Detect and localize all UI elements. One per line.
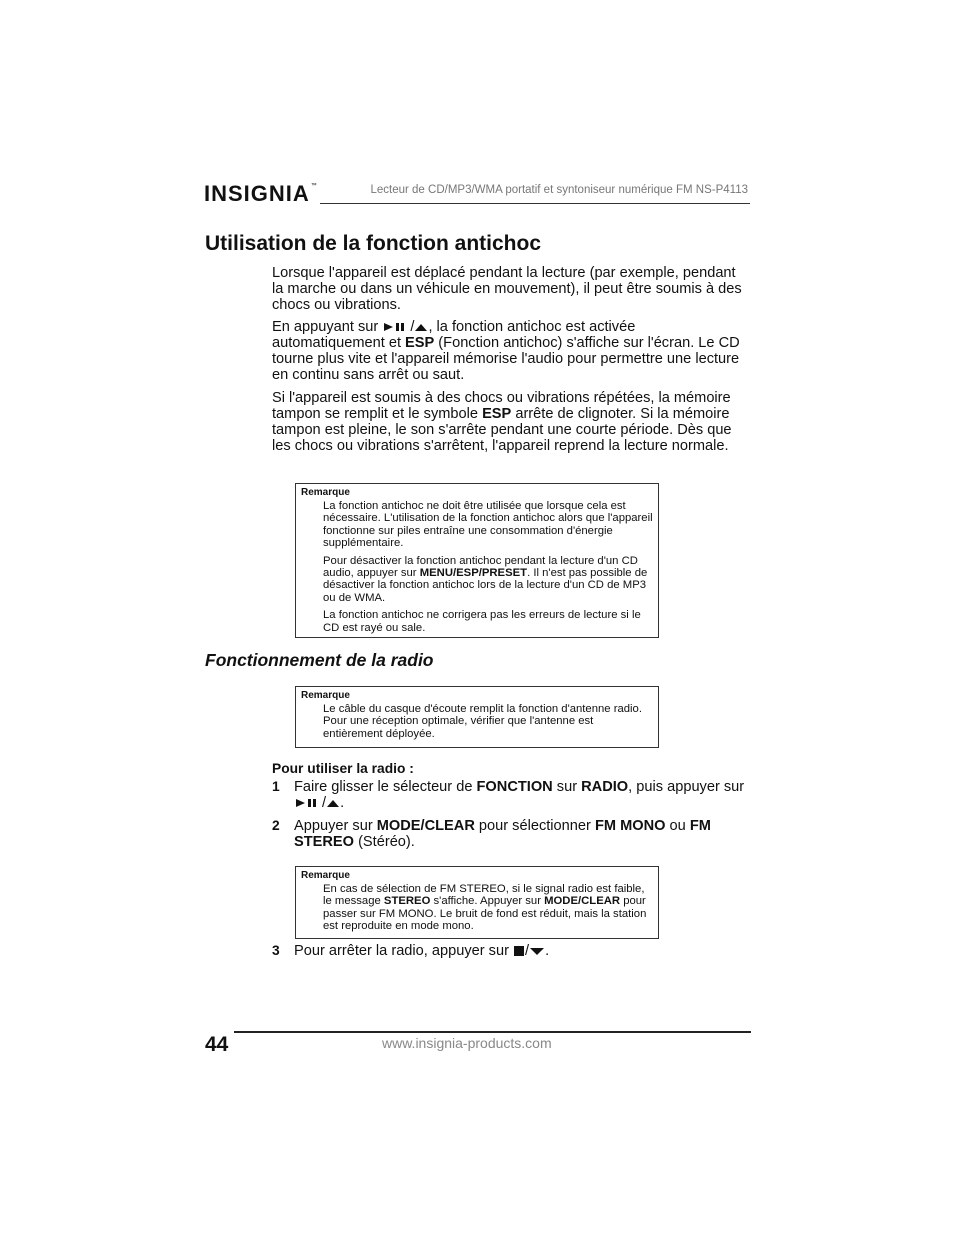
section-title: Utilisation de la fonction antichoc [205, 232, 542, 255]
paragraph-buffer: Si l'appareil est soumis à des chocs ou vibrations répétées, la mémoire tampon se remplit et le symbole ESP arrête de clignoter. Si la mémoire tampon est pleine, le son s'arrête pendant une courte période. Dès que les chocs ou vibrations s'arrêtent, l'appareil reprend la lecture normale. [272, 390, 732, 455]
up-arrow-icon [414, 321, 428, 333]
note-label: Remarque [301, 690, 350, 701]
note-line: Pour désactiver la fonction antichoc pendant la lecture d'un CD audio, appuyer sur MENU/ESP/PRESET. Il n'est pas possible de désactiver la fonction antichoc lors de la lecture d'un CD de MP3 ou de WMA. [323, 554, 648, 604]
step-text: Faire glisser le sélecteur de FONCTION sur RADIO, puis appuyer sur / . [294, 779, 745, 812]
note-label: Remarque [301, 870, 350, 881]
note-body [323, 703, 653, 745]
stop-icon [513, 945, 525, 957]
step-number: 2 [272, 818, 280, 833]
page-number: 44 [205, 1033, 229, 1056]
header-rule [320, 203, 750, 204]
paragraph-intro: Lorsque l'appareil est déplacé pendant la lecture (par exemple, pendant la marche ou dans un véhicule en mouvement), il peut être soumis à des chocs ou vibrations. [272, 265, 742, 314]
footer-rule [234, 1031, 751, 1033]
note-body [323, 500, 653, 639]
down-arrow-icon [529, 945, 545, 957]
insignia-logo [204, 183, 318, 205]
subsection-title: Fonctionnement de la radio [205, 650, 434, 670]
step-3 [272, 943, 752, 959]
note-line: Le câble du casque d'écoute remplit la fonction d'antenne radio. Pour une réception optimale, vérifier que l'antenne est entièrement déployée. [323, 703, 642, 740]
note-box-stereo [295, 866, 659, 939]
play-pause-icon [382, 321, 406, 333]
note-box-antishock [295, 483, 659, 638]
note-line: La fonction antichoc ne doit être utilisée que lorsque cela est nécessaire. L'utilisation de la fonction antichoc alors que l'appareil fonctionne sur piles entraîne une consommation d'énergie supplémentaire. [323, 500, 653, 550]
step-number: 3 [272, 943, 280, 958]
note-body [323, 883, 653, 938]
procedure-title: Pour utiliser la radio : [272, 761, 414, 776]
up-arrow-icon [326, 797, 340, 809]
step-1 [272, 779, 752, 811]
running-header: Lecteur de CD/MP3/WMA portatif et syntoniseur numérique FM NS-P4113 [370, 184, 748, 196]
paragraph-activation: En appuyant sur / , la fonction antichoc est activée automatiquement et ESP (Fonction antichoc) s'affiche sur l'écran. Le CD tourne plus vite et l'appareil mémorise l'audio pour permettre une lecture en continu sans arrêt ou saut. [272, 319, 740, 384]
step-2 [272, 818, 752, 850]
trademark-symbol: ™ [310, 183, 318, 189]
step-number: 1 [272, 779, 280, 794]
footer-url: www.insignia-products.com [382, 1035, 552, 1051]
step-text: Appuyer sur MODE/CLEAR pour sélectionner FM MONO ou FM STEREO (Stéréo). [294, 818, 711, 851]
note-box-antenna [295, 686, 659, 748]
note-label: Remarque [301, 487, 350, 498]
note-line: La fonction antichoc ne corrigera pas les erreurs de lecture si le CD est rayé ou sale. [323, 609, 641, 634]
note-line: En cas de sélection de FM STEREO, si le signal radio est faible, le message STEREO s'affiche. Appuyer sur MODE/CLEAR pour passer sur FM MONO. Le bruit de fond est réduit, mais la station est reproduite en mode mono. [323, 883, 647, 933]
logo-text: INSIGNIA [204, 181, 310, 206]
step-text: Pour arrêter la radio, appuyer sur / . [294, 943, 550, 959]
play-pause-icon [294, 797, 318, 809]
